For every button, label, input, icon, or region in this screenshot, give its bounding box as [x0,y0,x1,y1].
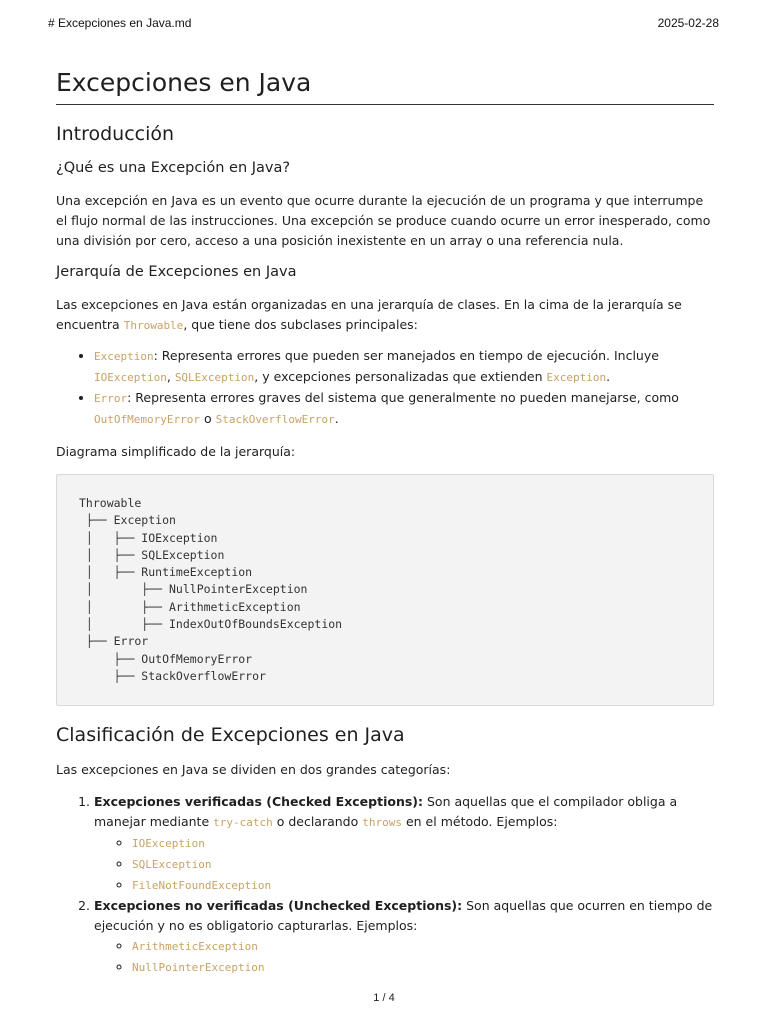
unchecked-text-1: Son aquellas que ocurren en tiempo de ejecución y no es obligatorio capturarlas. Ejemplos: [94,898,713,934]
what-heading: ¿Qué es una Excepción en Java? [56,160,291,176]
unchecked-title: Excepciones no verificadas (Unchecked Exceptions): [94,898,463,914]
page-indicator: 1 / 4 [373,992,395,1004]
category-list [56,792,714,978]
unchecked-examples [94,936,714,978]
example-code: ArithmeticException [132,940,258,954]
exception-text-1: : Representa errores que pueden ser manejados en tiempo de ejecución. Incluye [153,348,659,363]
hierarchy-diagram: Throwable ├── Exception │ ├── IOException │ ├── SQLException │ ├── RuntimeException │ ├── NullPointerException │ ├── ArithmeticException │ ├── IndexOutOfBoundsException ├── Error ├── OutOfMemoryError ├── StackOverflowError [79,496,343,683]
example-code: SQLException [132,858,212,872]
inline-code-try-catch: try-catch [213,816,273,830]
checked-title: Excepciones verificadas (Checked Exceptions): [94,794,424,810]
page-title: Excepciones en Java [56,64,714,105]
period: . [334,411,339,426]
subclass-list [56,346,714,430]
inline-code-sqlexception: SQLException [174,371,255,384]
classification-intro: Las excepciones en Java se dividen en dos grandes categorías: [56,762,451,778]
print-header [48,16,719,32]
inline-code-stackoverflowerror: StackOverflowError [215,413,335,426]
category-checked [94,792,714,896]
checked-text-1: Son aquellas que el compilador obliga a manejar mediante [94,794,678,830]
what-paragraph: Una excepción en Java es un evento que ocurre durante la ejecución de un programa y que interrumpe el flujo normal de las instrucciones. Una excepción se produce cuando ocurre un error inesperado, como una división por cero, acceso a una posición inexistente en un array o una referencia nula. [56,193,711,248]
inline-code-outofmemoryerror: OutOfMemoryError [94,413,200,426]
hierarchy-text-1: Las excepciones en Java están organizadas en una jerarquía de clases. En la cima de la jerarquía se encuentra [56,297,682,332]
period: . [606,369,611,384]
hierarchy-code-block [56,474,714,706]
list-item [132,854,714,875]
print-date: 2025-02-28 [657,16,719,30]
example-code: IOException [132,837,205,851]
example-code: FileNotFoundException [132,879,272,893]
exception-text-2: , y excepciones personalizadas que extienden [254,369,547,384]
list-item-exception [94,346,714,388]
checked-text-2: o declarando [272,814,363,830]
checked-text-3: en el método. Ejemplos: [402,814,558,830]
hierarchy-paragraph [56,295,714,336]
file-title: # Excepciones en Java.md [48,16,192,30]
classification-heading: Clasificación de Excepciones en Java [56,724,405,747]
list-item [132,957,714,978]
list-item [132,936,714,957]
checked-examples [94,833,714,896]
document-body [56,64,714,978]
inline-code-exception: Exception [94,350,154,363]
hierarchy-text-2: , que tiene dos subclases principales: [183,317,418,332]
hierarchy-heading: Jerarquía de Excepciones en Java [56,264,297,280]
category-unchecked [94,896,714,978]
example-code: NullPointerException [132,961,265,975]
intro-heading: Introducción [56,123,175,145]
inline-code-ioexception: IOException [94,371,167,384]
inline-code-throws: throws [362,816,402,830]
list-item-error [94,388,714,430]
inline-code-exception-2: Exception [546,371,607,384]
list-item [132,875,714,896]
error-text-1: : Representa errores graves del sistema que generalmente no pueden manejarse, como [127,390,679,405]
separator: , [166,369,175,384]
inline-code-error: Error [94,392,128,405]
diagram-caption: Diagrama simplificado de la jerarquía: [56,444,296,459]
separator: o [199,411,216,426]
inline-code-throwable: Throwable [123,319,184,332]
list-item [132,833,714,854]
